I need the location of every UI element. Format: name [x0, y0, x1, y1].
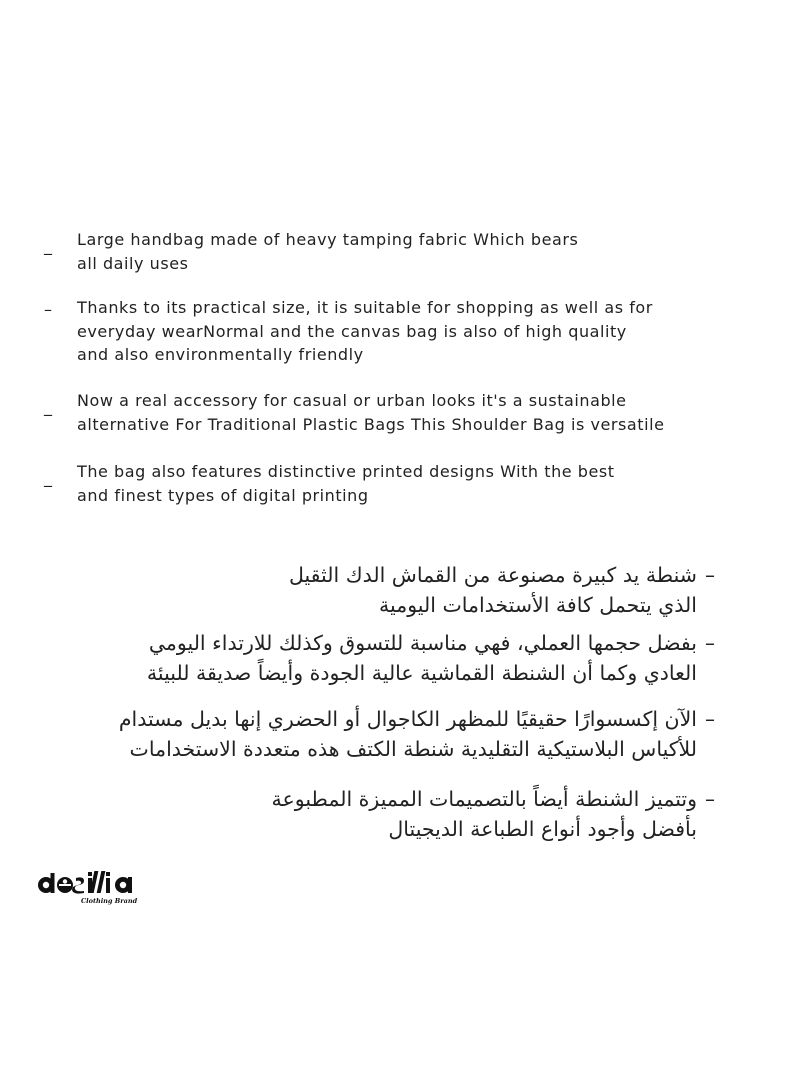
bullet-dash: – [705, 707, 715, 731]
brand-tagline: Clothing Brand [81, 897, 138, 905]
brand-logo [36, 868, 146, 908]
brand-logo-wordmark [36, 868, 142, 898]
bullet-dash: _ [44, 236, 52, 255]
arabic-point-text: شنطة يد كبيرة مصنوعة من القماش الدك الثقيل الذي يتحمل كافة الأستخدامات اليومية [288, 563, 697, 617]
arabic-point-text: بفضل حجمها العملي، فهي مناسبة للتسوق وكذلك للارتداء اليومي العادي وكما أن الشنطة القماشية عالية الجودة وأيضاً صديقة للبيئة [146, 631, 697, 685]
english-point-text: The bag also features distinctive printed designs With the best and finest types of digital printing [77, 462, 615, 505]
bullet-dash: – [44, 300, 52, 319]
arabic-point-text: الآن إكسسوارًا حقيقيًا للمظهر الكاجوال أو الحضري إنها بديل مستدام للأكياس البلاستيكية التقليدية شنطة الكتف هذه متعددة الاستخدامات [118, 707, 697, 761]
bullet-dash: – [705, 787, 715, 811]
arabic-point-text: وتتميز الشنطة أيضاً بالتصميمات المميزة المطبوعة بأفضل وأجود أنواع الطباعة الديجيتال [271, 787, 697, 841]
bullet-dash: – [705, 563, 715, 587]
english-point-text: Thanks to its practical size, it is suitable for shopping as well as for everyday wearNormal and the canvas bag is also of high quality and also environmentally friendly [77, 298, 653, 364]
english-point-text: Large handbag made of heavy tamping fabric Which bears all daily uses [77, 230, 579, 273]
english-point-text: Now a real accessory for casual or urban looks it's a sustainable alternative For Traditional Plastic Bags This Shoulder Bag is versatile [77, 391, 665, 434]
bullet-dash: – [705, 631, 715, 655]
bullet-dash: _ [44, 468, 52, 487]
bullet-dash: _ [44, 397, 52, 416]
